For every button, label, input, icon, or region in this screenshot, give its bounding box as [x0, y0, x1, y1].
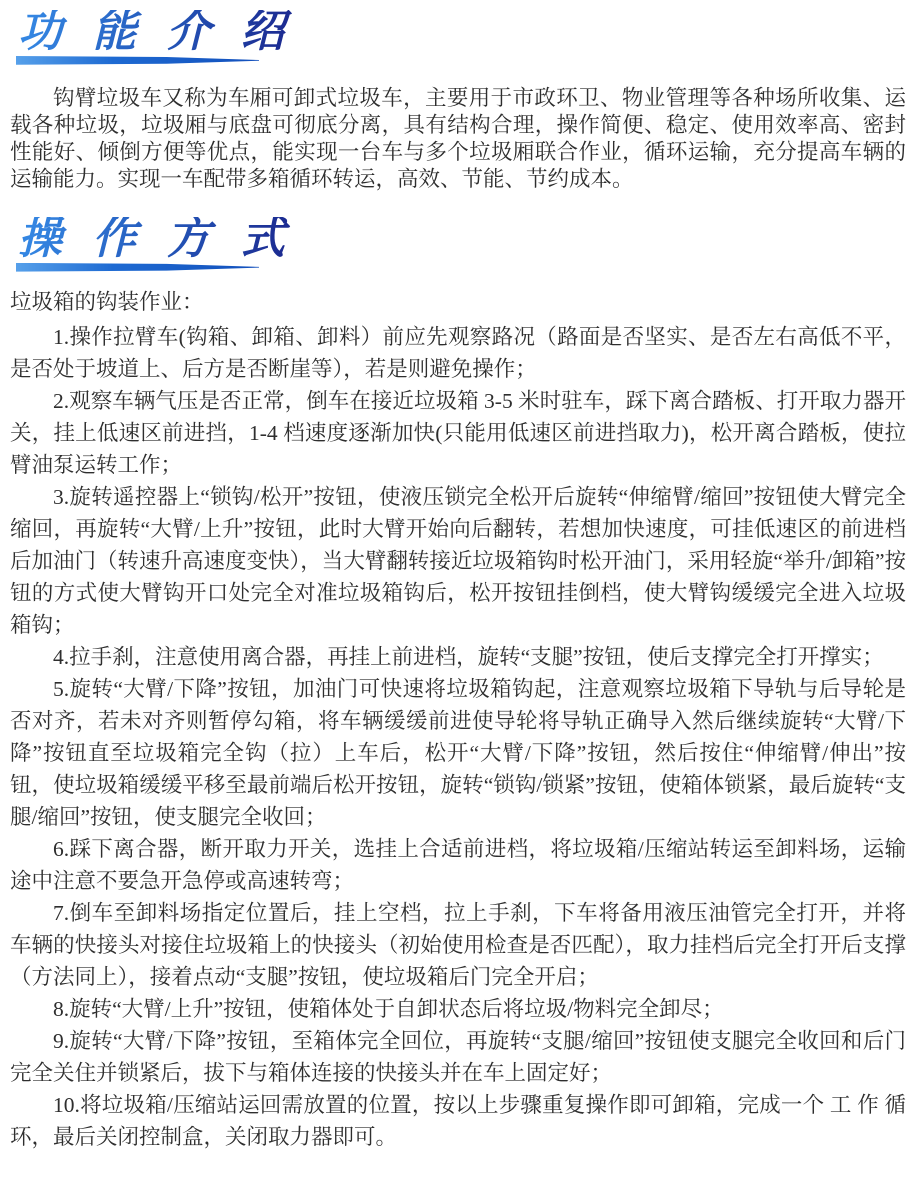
operation-step-1: 1.操作拉臂车(钩箱、卸箱、卸料）前应先观察路况（路面是否坚实、是否左右高低不平，是否处于坡道上、后方是否断崖等），若是则避免操作； [10, 324, 906, 381]
operation-step-6: 6.踩下离合器，断开取力开关，选挂上合适前进档，将垃圾箱/压缩站转运至卸料场，运输途中注意不要急开急停或高速转弯； [10, 836, 906, 893]
operation-lead: 垃圾箱的钩装作业： [10, 289, 204, 314]
operation-step-8: 8.旋转“大臂/上升”按钮，使箱体处于自卸状态后将垃圾/物料完全卸尽； [53, 996, 724, 1021]
operation-step-4: 4.拉手刹，注意使用离合器，再挂上前进档，旋转“支腿”按钮，使后支撑完全打开撑实； [53, 644, 884, 669]
heading-underline [16, 263, 259, 272]
section-features [10, 7, 906, 193]
section-operation [10, 213, 906, 1153]
features-paragraph: 钩臂垃圾车又称为车厢可卸式垃圾车，主要用于市政环卫、物业管理等各种场所收集、运载各种垃圾，垃圾厢与底盘可彻底分离，具有结构合理，操作简便、稳定、使用效率高、密封性能好、倾倒方便等优点，能实现一台车与多个垃圾厢联合作业，循环运输，充分提高车辆的运输能力。实现一车配带多箱循环转运，高效、节能、节约成本。 [10, 85, 906, 191]
operation-step-5: 5.旋转“大臂/下降”按钮，加油门可快速将垃圾箱钩起，注意观察垃圾箱下导轨与后导轮是否对齐，若未对齐则暂停勾箱，将车辆缓缓前进使导轮将导轨正确导入然后继续旋转“大臂/下降”按钮直至垃圾箱完全钩（拉）上车后，松开“大臂/下降”按钮，然后按住“伸缩臂/伸出”按钮，使垃圾箱缓缓平移至最前端后松开按钮，旋转“锁钩/锁紧”按钮，使箱体锁紧，最后旋转“支腿/缩回”按钮，使支腿完全收回； [10, 676, 906, 829]
operation-step-7: 7.倒车至卸料场指定位置后，挂上空档，拉上手刹，下车将备用液压油管完全打开，并将车辆的快接头对接住垃圾箱上的快接头（初始使用检查是否匹配），取力挂档后完全打开后支撑（方法同上），接着点动“支腿”按钮，使垃圾箱后门完全开启； [10, 900, 906, 989]
operation-step-3: 3.旋转遥控器上“锁钩/松开”按钮，使液压锁完全松开后旋转“伸缩臂/缩回”按钮使大臂完全缩回，再旋转“大臂/上升”按钮，此时大臂开始向后翻转，若想加快速度，可挂低速区的前进档后加油门（转速升高速度变快），当大臂翻转接近垃圾箱钩时松开油门，采用轻旋“举升/卸箱”按钮的方式使大臂钩开口处完全对准垃圾箱钩后，松开按钮挂倒档，使大臂钩缓缓完全进入垃圾箱钩； [10, 484, 906, 637]
operation-heading: 操 作 方 式 [18, 213, 294, 263]
heading-underline [16, 56, 259, 65]
operation-step-10: 10.将垃圾箱/压缩站运回需放置的位置，按以上步骤重复操作即可卸箱，完成一个 工 作 循环，最后关闭控制盒，关闭取力器即可。 [10, 1092, 906, 1149]
operation-step-2: 2.观察车辆气压是否正常，倒车在接近垃圾箱 3-5 米时驻车，踩下离合踏板、打开取力器开关，挂上低速区前进挡，1-4 档速度逐渐加快(只能用低速区前进挡取力)，松开离合踏板，使拉臂油泵运转工作； [10, 388, 906, 477]
operation-header [10, 213, 906, 272]
features-heading: 功 能 介 绍 [18, 7, 294, 56]
features-header [10, 7, 906, 65]
operation-step-9: 9.旋转“大臂/下降”按钮，至箱体完全回位，再旋转“支腿/缩回”按钮使支腿完全收回和后门完全关住并锁紧后，拔下与箱体连接的快接头并在车上固定好； [10, 1028, 906, 1085]
